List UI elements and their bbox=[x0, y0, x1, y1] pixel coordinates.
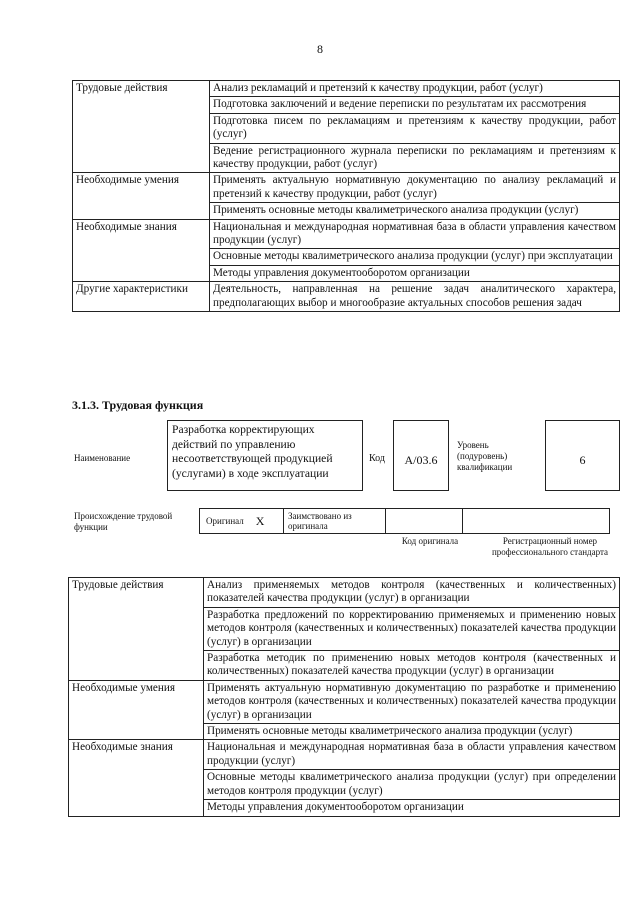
row-item-text: Разработка методик по применению новых методов контроля (качественных и количественных) показателей качества продукции (услуг) в организации bbox=[204, 651, 620, 681]
function-code-box: A/03.6 bbox=[393, 420, 449, 491]
row-category-label: Необходимые умения bbox=[69, 680, 204, 740]
row-item-text: Анализ применяемых методов контроля (качественных и количественных) показателей качества продукции (услуг) в организации bbox=[204, 578, 620, 608]
labor-actions-table-bottom bbox=[68, 577, 620, 817]
row-category-label: Трудовые действия bbox=[73, 81, 210, 173]
row-category-label: Необходимые знания bbox=[69, 740, 204, 816]
page-number: 8 bbox=[317, 42, 323, 56]
origin-borrowed-cell: Заимствовано из оригинала bbox=[283, 508, 386, 534]
code-label: Код bbox=[369, 453, 385, 464]
row-item-text: Национальная и международная нормативная база в области управления качеством продукции (услуг) bbox=[204, 740, 620, 770]
row-item-text: Подготовка заключений и ведение переписки по результатам их рассмотрения bbox=[210, 97, 620, 113]
name-label: Наименование bbox=[74, 453, 131, 463]
row-item-text: Применять основные методы квалиметрического анализа продукции (услуг) bbox=[210, 203, 620, 219]
row-item-text: Анализ рекламаций и претензий к качеству продукции, работ (услуг) bbox=[210, 81, 620, 97]
section-heading: 3.1.3. Трудовая функция bbox=[72, 398, 204, 412]
origin-original-label: Оригинал bbox=[206, 516, 244, 526]
qualification-level-box: 6 bbox=[545, 420, 620, 491]
row-category-label: Трудовые действия bbox=[69, 578, 204, 681]
row-category-label: Другие характеристики bbox=[73, 282, 210, 312]
table-row bbox=[73, 282, 620, 312]
table-row bbox=[73, 173, 620, 203]
row-item-text: Методы управления документооборотом организации bbox=[210, 265, 620, 281]
row-item-text: Применять актуальную нормативную документацию по анализу рекламаций и претензий к качеству продукции, работ (услуг) bbox=[210, 173, 620, 203]
origin-original-mark: X bbox=[255, 513, 265, 528]
registration-number-cell bbox=[462, 508, 610, 534]
table-row bbox=[73, 81, 620, 97]
row-item-text: Разработка предложений по корректированию применяемых и применению новых методов контроля (качественных и количественных) показателей качества продукции (услуг) в организации bbox=[204, 607, 620, 650]
row-item-text: Применять основные методы квалиметрического анализа продукции (услуг) bbox=[204, 724, 620, 740]
registration-number-caption: Регистрационный номер профессионального стандарта bbox=[491, 536, 609, 557]
row-item-text: Методы управления документооборотом организации bbox=[204, 800, 620, 816]
row-item-text: Ведение регистрационного журнала переписки по рекламациям и претензиям к качеству продукции, работ (услуг) bbox=[210, 143, 620, 173]
row-item-text: Национальная и международная нормативная база в области управления качеством продукции (услуг) bbox=[210, 219, 620, 249]
function-name-box: Разработка корректирующих действий по управлению несоответствующей продукцией (услугами) в ходе эксплуатации bbox=[167, 420, 363, 491]
row-category-label: Необходимые умения bbox=[73, 173, 210, 219]
table-row bbox=[69, 578, 620, 608]
original-code-caption: Код оригинала bbox=[401, 536, 459, 546]
table-row bbox=[69, 680, 620, 723]
table-row bbox=[69, 740, 620, 770]
row-item-text: Основные методы квалиметрического анализа продукции (услуг) при эксплуатации bbox=[210, 249, 620, 265]
row-item-text: Подготовка писем по рекламациям и претензиям к качеству продукции, работ (услуг) bbox=[210, 113, 620, 143]
labor-actions-table-top bbox=[72, 80, 620, 312]
row-item-text: Деятельность, направленная на решение задач аналитического характера, предполагающих выбор и многообразие актуальных способов решения задач bbox=[210, 282, 620, 312]
row-category-label: Необходимые знания bbox=[73, 219, 210, 282]
table-row bbox=[73, 219, 620, 249]
origin-label: Происхождение трудовой функции bbox=[74, 511, 173, 532]
level-label: Уровень (подуровень) квалификации bbox=[457, 440, 513, 472]
origin-original-cell bbox=[199, 508, 284, 534]
origin-row bbox=[200, 508, 610, 534]
row-item-text: Применять актуальную нормативную документацию по разработке и применению методов контроля (качественных и количественных) показателей качества продукции (услуг) в организации bbox=[204, 680, 620, 723]
row-item-text: Основные методы квалиметрического анализа продукции (услуг) при определении методов контроля продукции (услуг) bbox=[204, 770, 620, 800]
original-code-cell bbox=[385, 508, 463, 534]
